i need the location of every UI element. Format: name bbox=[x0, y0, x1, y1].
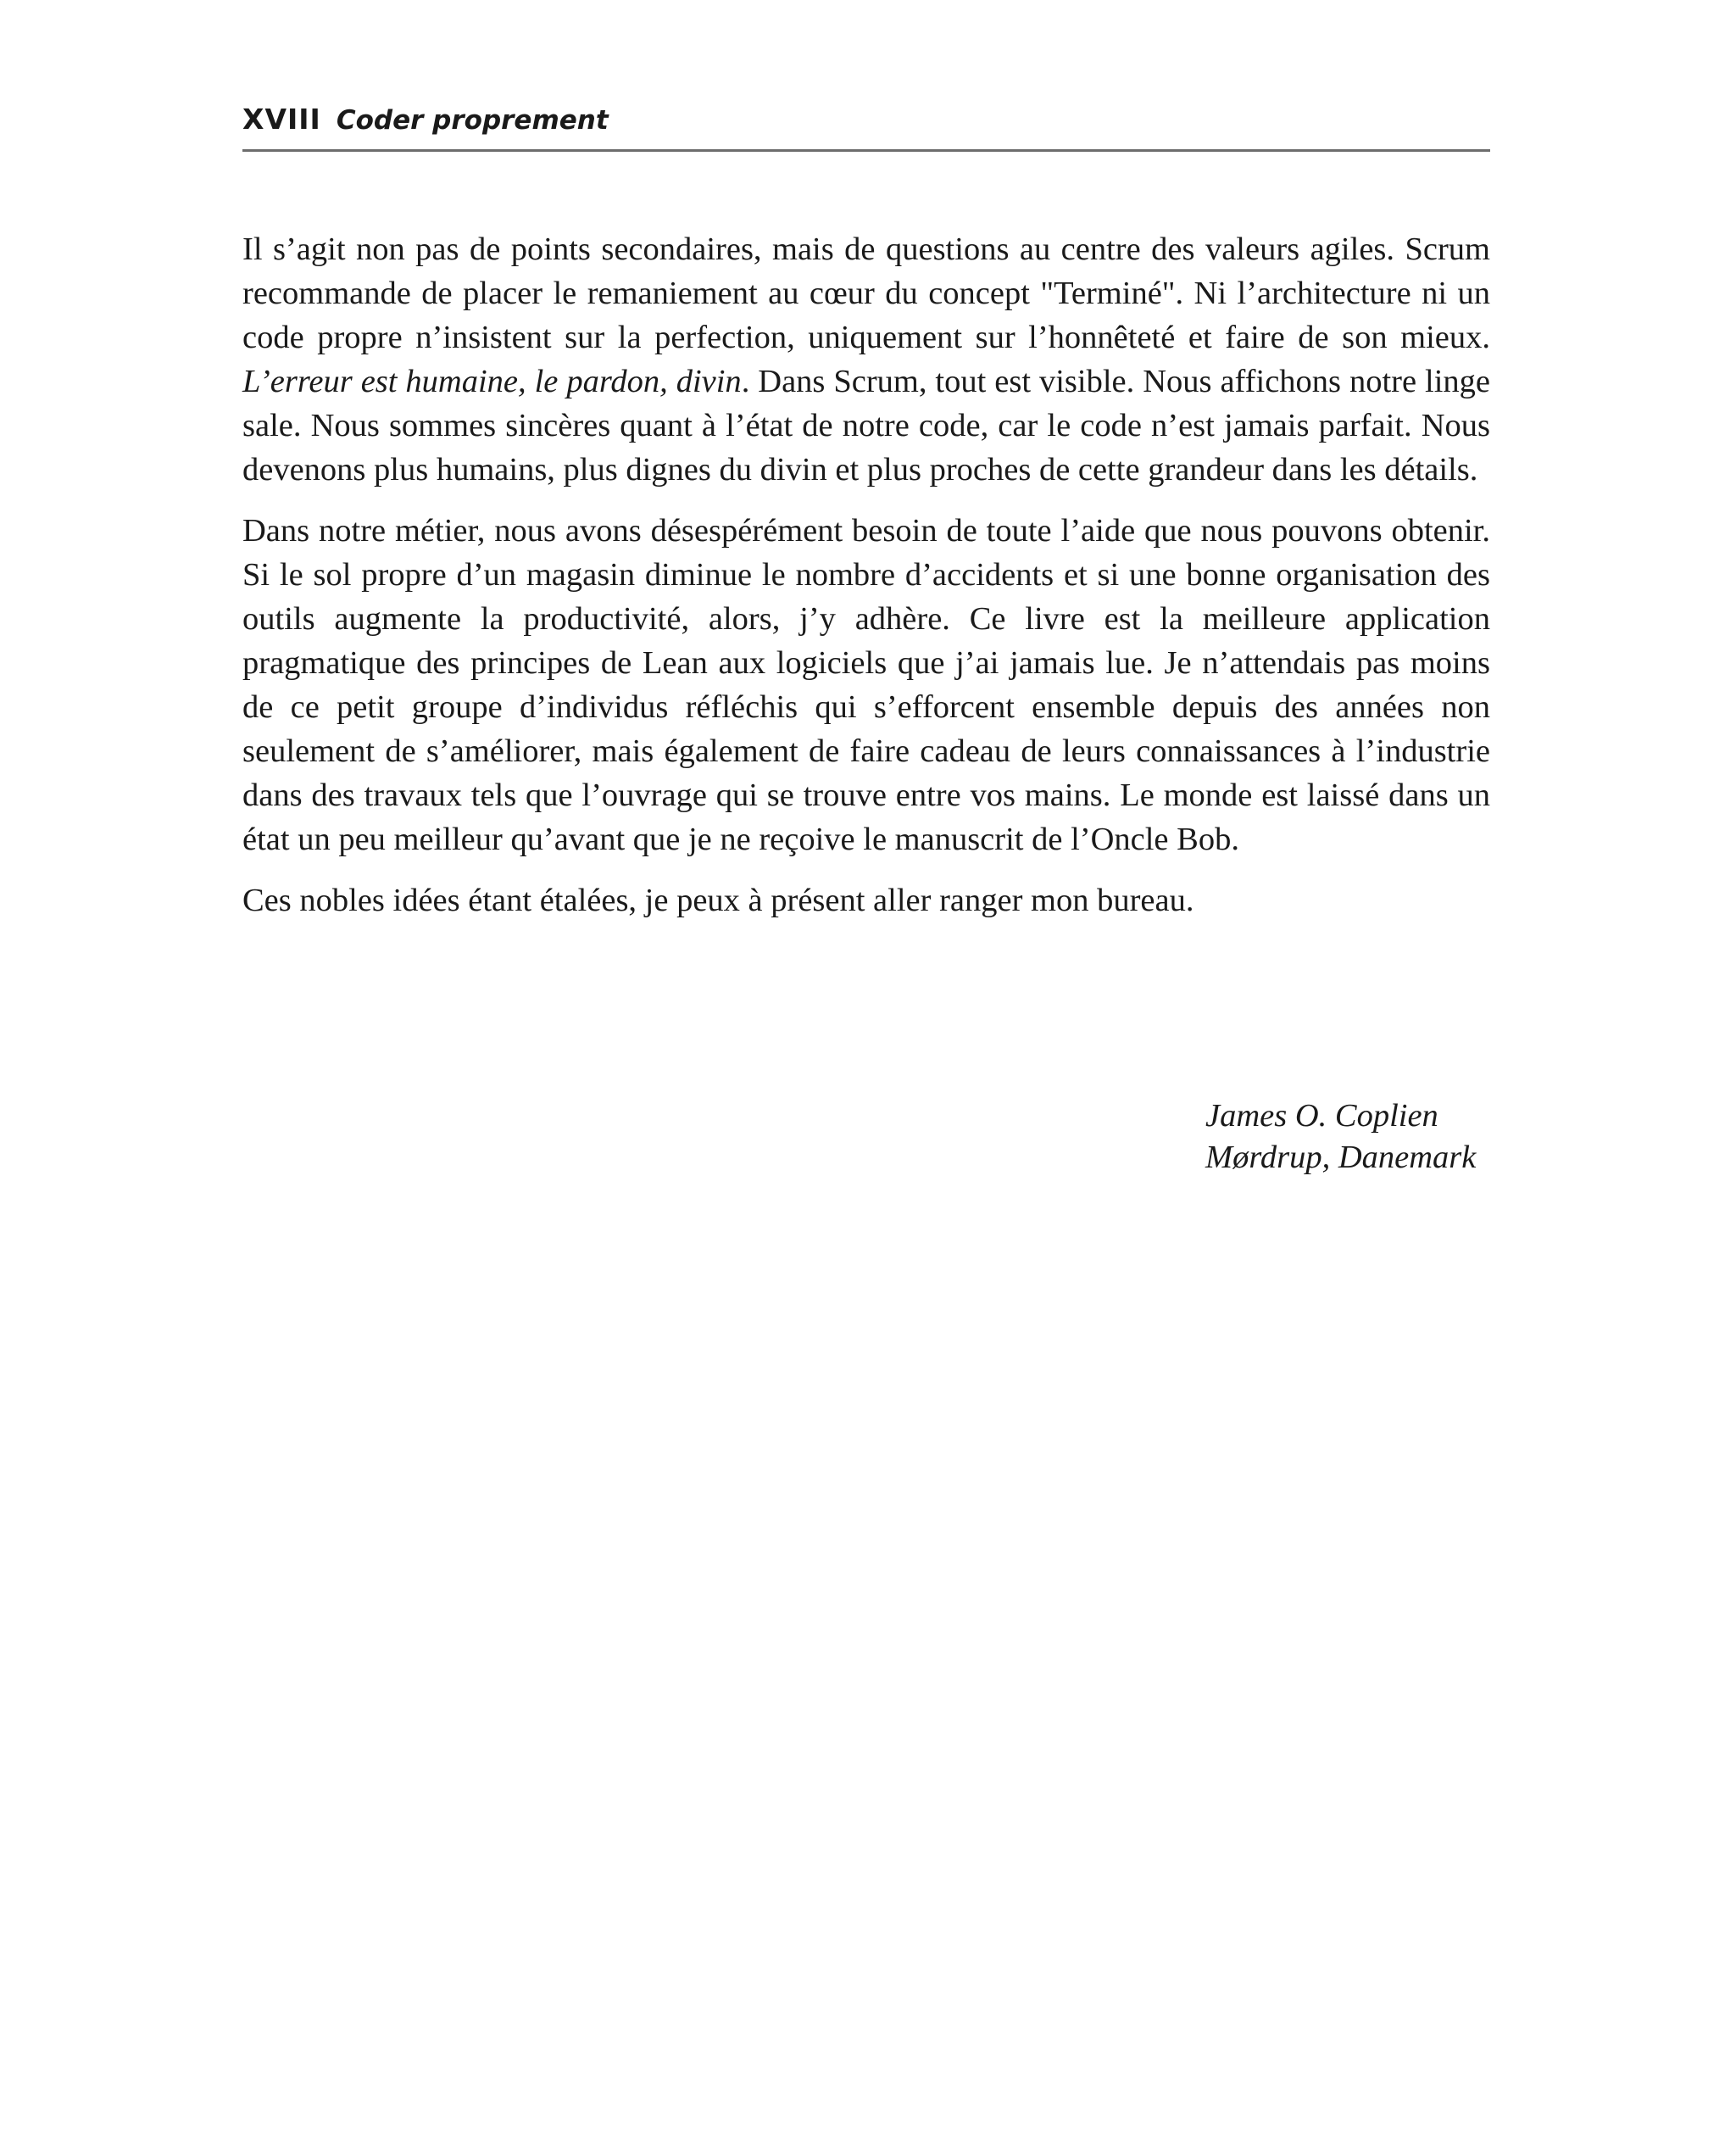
signature-place: Mørdrup, Danemark bbox=[1205, 1140, 1477, 1175]
paragraph-1-text-start: Il s’agit non pas de points secondaires, mais de questions au centre des valeurs agiles. Scrum recommande de placer le remaniement au cœur du concept "Terminé". Ni l’architecture ni un code propre n’insistent sur la perfection, uniquement sur l’honnêteté et faire de son mieux. bbox=[242, 231, 1490, 355]
body-text bbox=[242, 227, 1490, 922]
header-rule bbox=[242, 149, 1490, 152]
paragraph-3: Ces nobles idées étant étalées, je peux à présent aller ranger mon bureau. bbox=[242, 883, 1194, 918]
paragraph-1 bbox=[242, 227, 1490, 492]
paragraph-1-text-end: . Dans Scrum, tout est visible. Nous affichons notre linge sale. Nous sommes sincères quant à l’état de notre code, car le code n’est jamais parfait. Nous devenons plus humains, plus dignes du divin et plus proches de cette grandeur dans les détails. bbox=[242, 364, 1490, 488]
paragraph-1-emphasis: L’erreur est humaine, le pardon, divin bbox=[242, 364, 742, 399]
signature-name: James O. Coplien bbox=[1205, 1098, 1438, 1134]
paragraph-2: Dans notre métier, nous avons désespérément besoin de toute l’aide que nous pouvons obtenir. Si le sol propre d’un magasin diminue le nombre d’accidents et si une bonne organisation des outils augmente la productivité, alors, j’y adhère. Ce livre est la meilleure application pragmatique des principes de Lean aux logiciels que j’ai jamais lue. Je n’attendais pas moins de ce petit groupe d’individus réfléchis qui s’efforcent ensemble depuis des années non seulement de s’améliorer, mais également de faire cadeau de leurs connaissances à l’industrie dans des travaux tels que l’ouvrage qui se trouve entre vos mains. Le monde est laissé dans un état un peu meilleur qu’avant que je ne reçoive le manuscrit de l’Oncle Bob. bbox=[242, 513, 1490, 857]
book-title: Coder proprement bbox=[336, 105, 609, 136]
page-number: XVIII bbox=[242, 103, 321, 136]
signature-block bbox=[1205, 1095, 1490, 1179]
running-head bbox=[242, 100, 1490, 139]
